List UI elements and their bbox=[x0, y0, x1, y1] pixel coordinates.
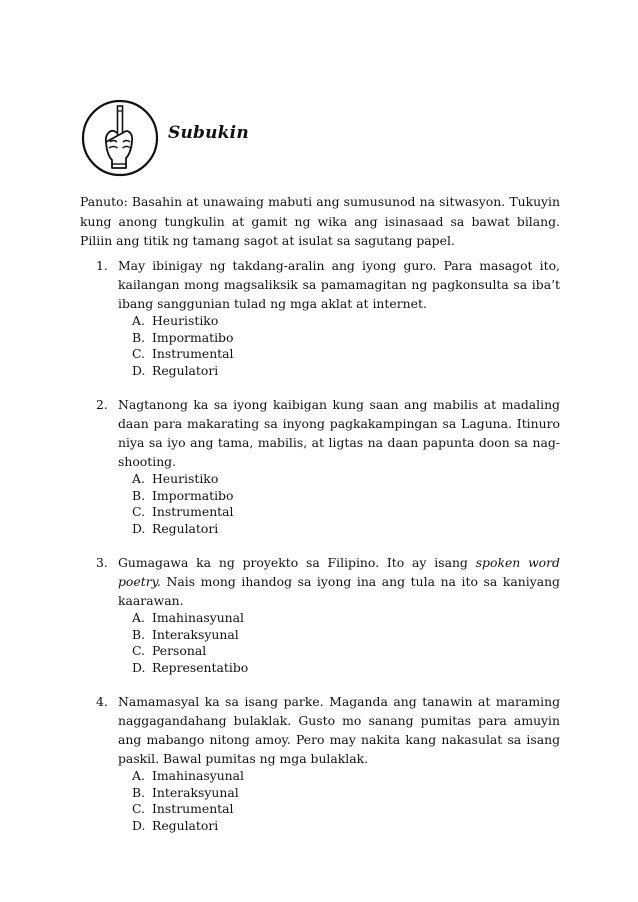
choice-item bbox=[132, 801, 560, 818]
choice-list bbox=[132, 471, 560, 537]
choice-text: Imahinasyunal bbox=[152, 610, 245, 625]
choice-item bbox=[132, 818, 560, 835]
question-text: May ibinigay ng takdang-aralin ang iyong guro. Para masagot ito, kailangan mong magsaliksik sa pamamagitan ng pagkonsulta sa iba’t ibang sanggunian tulad ng mga aklat at internet. bbox=[118, 258, 560, 311]
choice-item bbox=[132, 785, 560, 802]
choice-item bbox=[132, 660, 560, 677]
choice-letter: B. bbox=[132, 487, 146, 503]
choice-letter: A. bbox=[132, 768, 145, 783]
choice-letter: C. bbox=[132, 801, 145, 816]
choice-letter: A. bbox=[132, 610, 145, 625]
question-text bbox=[118, 553, 560, 610]
question-text-italic: spoken word poetry. bbox=[118, 555, 560, 589]
choice-letter: C. bbox=[132, 643, 145, 658]
choice-item bbox=[132, 346, 560, 363]
choice-text: Personal bbox=[152, 643, 207, 658]
question-text-part: Gumagawa ka ng proyekto sa Filipino. Ito ay isang bbox=[118, 555, 476, 570]
question-number: 3. bbox=[96, 555, 108, 570]
choice-letter: B. bbox=[132, 329, 146, 345]
question-text: Namamasyal ka sa isang parke. Maganda ang tanawin at maraming naggagandahang bulaklak. Gusto mo sanang pumitas para amuyin ang mabango nitong amoy. Pero may nakita kang nakasulat sa isang paskil. Bawal pumitas ng mga bulaklak. bbox=[118, 694, 560, 766]
question-4 bbox=[80, 692, 560, 834]
question-number: 4. bbox=[96, 694, 108, 709]
choice-letter: B. bbox=[132, 626, 146, 642]
choice-letter: D. bbox=[132, 520, 146, 536]
choice-letter: B. bbox=[132, 784, 146, 800]
instructions-paragraph: Panuto: Basahin at unawaing mabuti ang sumusunod na sitwasyon. Tukuyin kung anong tungkulin at gamit ng wika ang isinasaad sa bawat bilang. Piliin ang titik ng tamang sagot at isulat sa sagutang papel. bbox=[80, 194, 560, 248]
choice-item bbox=[132, 768, 560, 785]
choice-text: Regulatori bbox=[152, 817, 219, 833]
choice-letter: A. bbox=[132, 313, 145, 328]
choice-letter: D. bbox=[132, 362, 146, 378]
question-text: Nagtanong ka sa iyong kaibigan kung saan ang mabilis at madaling daan para makarating sa inyong pagkakampingan sa Laguna. Itinuro niya sa iyo ang tama, mabilis, at ligtas na daan papunta doon sa nag-shooting. bbox=[118, 397, 560, 469]
choice-text: Interaksyunal bbox=[152, 626, 239, 642]
choice-item bbox=[132, 504, 560, 521]
choice-text: Regulatori bbox=[152, 362, 219, 378]
choice-text: Regulatori bbox=[152, 520, 219, 536]
choice-letter: C. bbox=[132, 504, 145, 519]
section-header bbox=[80, 98, 560, 178]
choice-text: Imahinasyunal bbox=[152, 768, 245, 783]
question-3 bbox=[80, 553, 560, 676]
choice-item bbox=[132, 363, 560, 380]
choice-list bbox=[132, 610, 560, 676]
choice-item bbox=[132, 313, 560, 330]
choice-text: Impormatibo bbox=[152, 487, 234, 503]
question-number: 2. bbox=[96, 397, 108, 412]
choice-text: Instrumental bbox=[152, 504, 234, 519]
choice-text: Heuristiko bbox=[152, 313, 219, 328]
choice-item bbox=[132, 521, 560, 538]
choice-text: Interaksyunal bbox=[152, 784, 239, 800]
choice-text: Heuristiko bbox=[152, 471, 219, 486]
choice-text: Representatibo bbox=[152, 659, 249, 675]
choice-text: Impormatibo bbox=[152, 329, 234, 345]
choice-letter: A. bbox=[132, 471, 145, 486]
question-2 bbox=[80, 395, 560, 537]
choice-text: Instrumental bbox=[152, 801, 234, 816]
choice-list bbox=[132, 313, 560, 379]
question-list bbox=[80, 256, 560, 850]
question-text-part: Nais mong ihandog sa iyong ina ang tula na ito sa kaniyang kaarawan. bbox=[118, 574, 560, 608]
choice-list bbox=[132, 768, 560, 834]
choice-item bbox=[132, 488, 560, 505]
choice-letter: D. bbox=[132, 659, 146, 675]
question-number: 1. bbox=[96, 258, 108, 273]
choice-letter: C. bbox=[132, 346, 145, 361]
choice-item bbox=[132, 330, 560, 347]
choice-text: Instrumental bbox=[152, 346, 234, 361]
choice-item bbox=[132, 610, 560, 627]
choice-letter: D. bbox=[132, 817, 146, 833]
choice-item bbox=[132, 627, 560, 644]
choice-item bbox=[132, 471, 560, 488]
hand-holding-pencil-icon bbox=[80, 98, 160, 178]
choice-item bbox=[132, 643, 560, 660]
section-title: Subukin bbox=[168, 123, 249, 143]
question-1 bbox=[80, 256, 560, 379]
